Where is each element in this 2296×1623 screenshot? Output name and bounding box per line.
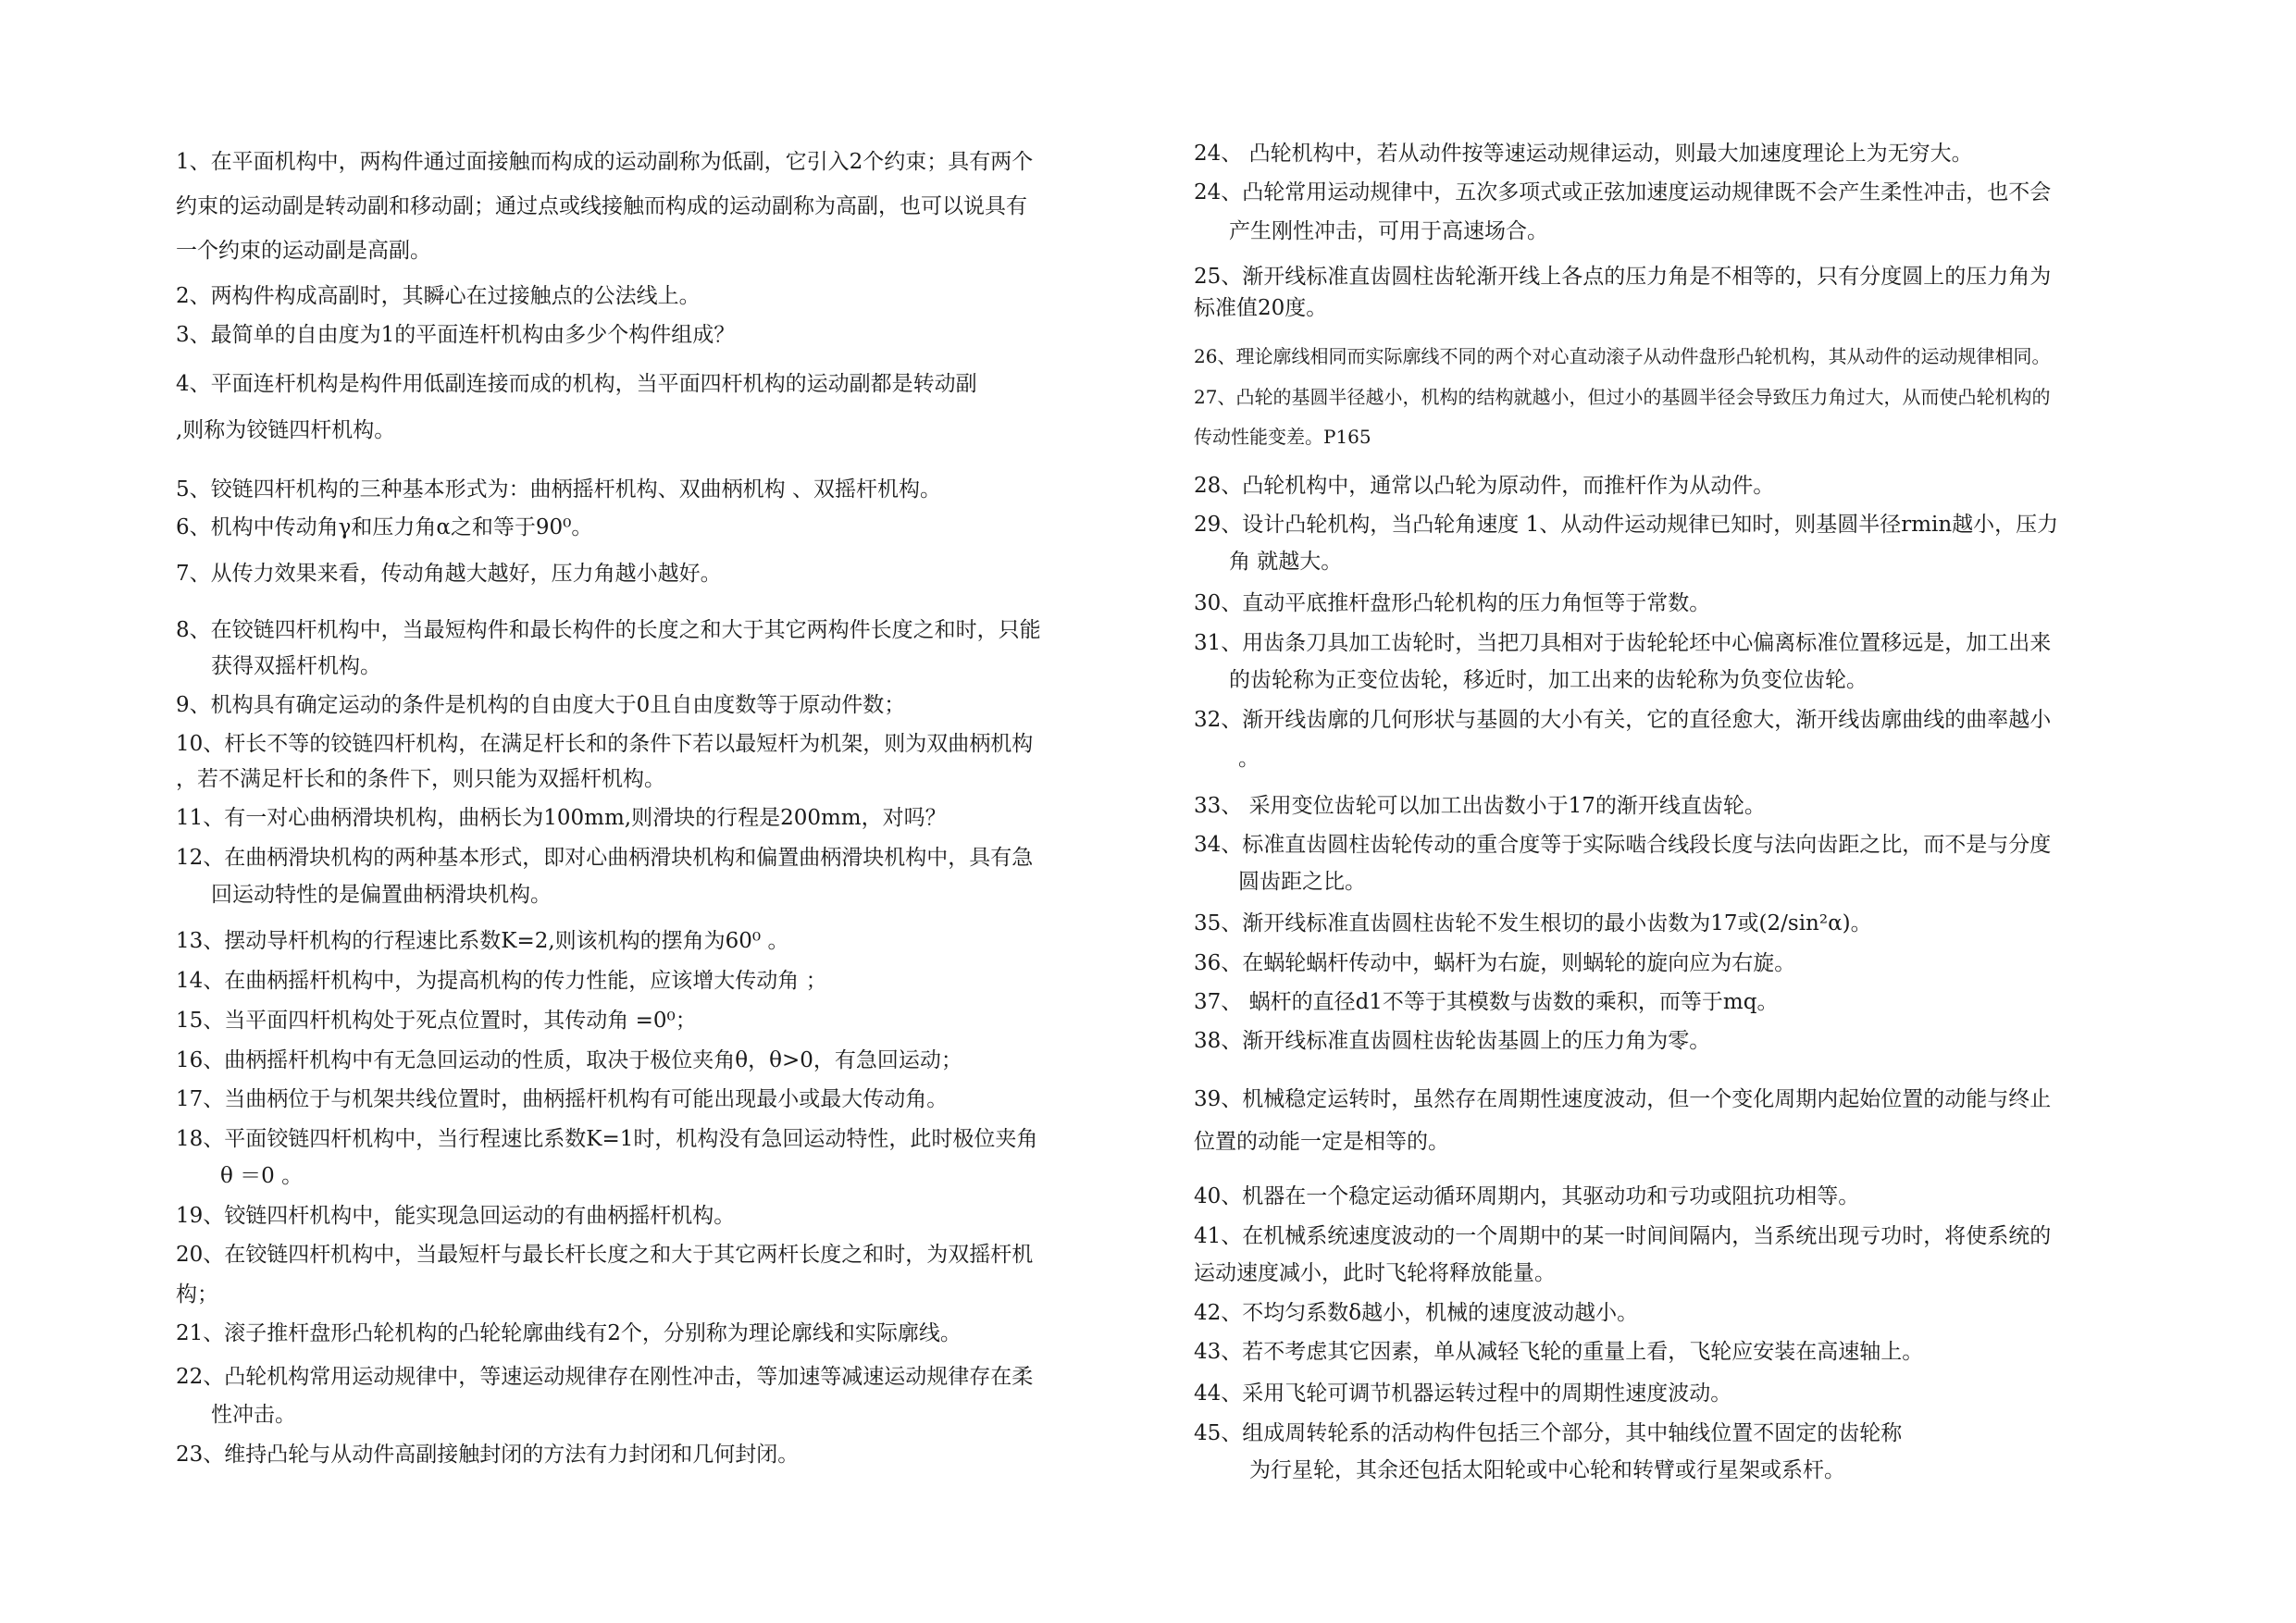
text-line: 36、在蜗轮蜗杆传动中，蜗杆为右旋，则蜗轮的旋向应为右旋。 (1194, 951, 1796, 975)
text-line: 16、曲柄摇杆机构中有无急回运动的性质，取决于极位夹角θ，θ>0，有急回运动； (176, 1048, 962, 1072)
text-line: 为行星轮，其余还包括太阳轮或中心轮和转臂或行星架或系杆。 (1249, 1458, 1845, 1482)
text-line: 3、最简单的自由度为1的平面连杆机构由多少个构件组成？ (176, 323, 736, 347)
text-line: 21、滚子推杆盘形凸轮机构的凸轮轮廓曲线有2个，分别称为理论廓线和实际廓线。 (176, 1321, 962, 1345)
text-line: 40、机器在一个稳定运动循环周期内，其驱动功和亏功或阻抗功相等。 (1194, 1184, 1860, 1208)
text-line: 1、在平面机构中，两构件通过面接触而构成的运动副称为低副，它引入2个约束；具有两个 (176, 150, 1034, 174)
text-line: 28、凸轮机构中，通常以凸轮为原动件，而推杆作为从动件。 (1194, 474, 1775, 498)
text-line: 32、渐开线齿廓的几何形状与基圆的大小有关，它的直径愈大，渐开线齿廓曲线的曲率越小 (1194, 708, 2052, 732)
text-line: 性冲击。 (211, 1403, 296, 1427)
text-line: 34、标准直齿圆柱齿轮传动的重合度等于实际啮合线段长度与法向齿距之比，而不是与分度 (1194, 833, 2052, 857)
text-line: 39、机械稳定运转时，虽然存在周期性速度波动，但一个变化周期内起始位置的动能与终止 (1194, 1087, 2052, 1111)
text-line: 31、用齿条刀具加工齿轮时，当把刀具相对于齿轮轮坯中心偏离标准位置移远是，加工出来 (1194, 631, 2052, 655)
text-line: 24、 凸轮机构中，若从动件按等速运动规律运动，则最大加速度理论上为无穷大。 (1194, 142, 1973, 166)
text-line: 29、设计凸轮机构，当凸轮角速度 1、从动件运动规律已知时，则基圆半径rmin越小，压力 (1194, 513, 2059, 537)
text-line: 26、理论廓线相同而实际廓线不同的两个对心直动滚子从动件盘形凸轮机构，其从动件的运动规律相同。 (1194, 345, 2051, 367)
text-line: 42、不均匀系数δ越小，机械的速度波动越小。 (1194, 1301, 1639, 1325)
text-line: 圆齿距之比。 (1238, 870, 1366, 894)
text-line: 2、两构件构成高副时，其瞬心在过接触点的公法线上。 (176, 284, 701, 308)
text-line: 33、 采用变位齿轮可以加工出齿数小于17的渐开线直齿轮。 (1194, 794, 1766, 818)
text-line: 44、采用飞轮可调节机器运转过程中的周期性速度波动。 (1194, 1381, 1732, 1406)
text-line: 19、铰链四杆机构中，能实现急回运动的有曲柄摇杆机构。 (176, 1204, 736, 1228)
text-line: 角 就越大。 (1229, 550, 1343, 574)
text-line: 获得双摇杆机构。 (211, 654, 381, 678)
text-line: 4、平面连杆机构是构件用低副连接而成的机构，当平面四杆机构的运动副都是转动副 (176, 372, 977, 396)
text-line: 45、组成周转轮系的活动构件包括三个部分，其中轴线位置不固定的齿轮称 (1194, 1421, 1903, 1445)
text-line: 18、平面铰链四杆机构中，当行程速比系数K=1时，机构没有急回运动特性，此时极位夹角 (176, 1127, 1038, 1151)
text-line: 30、直动平底推杆盘形凸轮机构的压力角恒等于常数。 (1194, 591, 1711, 615)
text-line: 12、在曲柄滑块机构的两种基本形式，即对心曲柄滑块机构和偏置曲柄滑块机构中，具有急 (176, 846, 1034, 870)
text-line: 5、铰链四杆机构的三种基本形式为：曲柄摇杆机构、双曲柄机构 、双摇杆机构。 (176, 477, 941, 502)
text-line: 传动性能变差。P165 (1194, 426, 1371, 448)
text-line: θ ＝0 。 (220, 1164, 304, 1188)
text-line: 20、在铰链四杆机构中，当最短杆与最长杆长度之和大于其它两杆长度之和时，为双摇杆机 (176, 1243, 1034, 1267)
text-line: 一个约束的运动副是高副。 (176, 239, 431, 263)
text-line: 回运动特性的是偏置曲柄滑块机构。 (211, 883, 552, 907)
text-line: 24、凸轮常用运动规律中，五次多项式或正弦加速度运动规律既不会产生柔性冲击，也不会 (1194, 180, 2052, 204)
text-line: 运动速度减小，此时飞轮将释放能量。 (1194, 1261, 1556, 1285)
text-line: 7、从传力效果来看，传动角越大越好，压力角越小越好。 (176, 562, 722, 586)
text-line: 10、杆长不等的铰链四杆机构，在满足杆长和的条件下若以最短杆为机架，则为双曲柄机构 (176, 732, 1034, 756)
text-line: 43、若不考虑其它因素，单从减轻飞轮的重量上看，飞轮应安装在高速轴上。 (1194, 1340, 1924, 1364)
text-line: 位置的动能一定是相等的。 (1194, 1130, 1449, 1154)
text-line: 9、机构具有确定运动的条件是机构的自由度大于0且自由度数等于原动件数； (176, 693, 906, 717)
text-line: 8、在铰链四杆机构中，当最短构件和最长构件的长度之和大于其它两构件长度之和时，只能 (176, 618, 1041, 642)
text-line: 35、渐开线标准直齿圆柱齿轮不发生根切的最小齿数为17或(2/sin²α)。 (1194, 911, 1872, 935)
text-line: 约束的运动副是转动副和移动副；通过点或线接触而构成的运动副称为高副，也可以说具有 (176, 194, 1027, 218)
text-line: 25、渐开线标准直齿圆柱齿轮渐开线上各点的压力角是不相等的，只有分度圆上的压力角为 (1194, 265, 2052, 289)
text-line: 23、维持凸轮与从动件高副接触封闭的方法有力封闭和几何封闭。 (176, 1443, 800, 1467)
text-line: 产生刚性冲击，可用于高速场合。 (1229, 219, 1548, 243)
text-line: 14、在曲柄摇杆机构中，为提高机构的传力性能，应该增大传动角 ； (176, 969, 827, 993)
text-line: 13、摆动导杆机构的行程速比系数K=2,则该机构的摆角为60⁰ 。 (176, 929, 789, 953)
text-line: 38、渐开线标准直齿圆柱齿轮齿基圆上的压力角为零。 (1194, 1029, 1711, 1053)
text-line: ,则称为铰链四杆机构。 (176, 418, 396, 442)
text-line: 41、在机械系统速度波动的一个周期中的某一时间间隔内，当系统出现亏功时，将使系统的 (1194, 1224, 2052, 1248)
text-line: 22、凸轮机构常用运动规律中，等速运动规律存在刚性冲击，等加速等减速运动规律存在柔 (176, 1365, 1034, 1389)
text-line: 27、凸轮的基圆半径越小，机构的结构就越小，但过小的基圆半径会导致压力角过大，从而使凸轮机构的 (1194, 386, 2051, 408)
text-line: 11、有一对心曲柄滑块机构，曲柄长为100mm,则滑块的行程是200mm，对吗？ (176, 806, 947, 830)
text-line: 6、机构中传动角γ和压力角α之和等于90⁰。 (176, 515, 593, 539)
text-line: 构； (176, 1282, 218, 1307)
text-line: 的齿轮称为正变位齿轮，移近时，加工出来的齿轮称为负变位齿轮。 (1229, 668, 1868, 692)
text-line: 15、当平面四杆机构处于死点位置时，其传动角 =0⁰； (176, 1009, 697, 1033)
text-line: 17、当曲柄位于与机架共线位置时，曲柄摇杆机构有可能出现最小或最大传动角。 (176, 1087, 949, 1111)
text-line: ，若不满足杆长和的条件下，则只能为双摇杆机构。 (176, 767, 665, 791)
text-line: 标准值20度。 (1194, 296, 1328, 320)
text-line: 37、 蜗杆的直径d1不等于其模数与齿数的乘积，而等于mq。 (1194, 990, 1779, 1014)
text-line: 。 (1238, 747, 1260, 771)
